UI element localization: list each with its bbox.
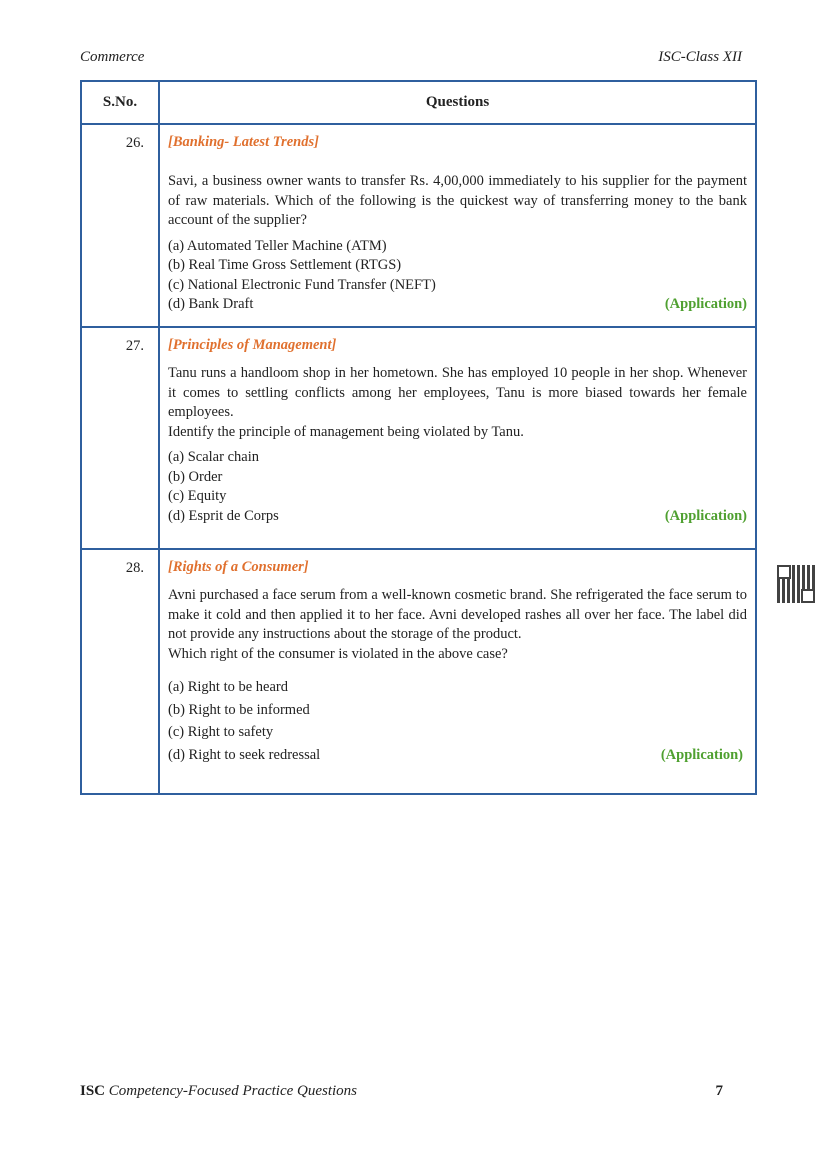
- question-topic: [Rights of a Consumer]: [168, 559, 309, 575]
- serial-number: 26.: [81, 124, 159, 327]
- question-text: Tanu runs a handloom shop in her hometown. She has employed 10 people in her shop. Whenever it comes to settling conflicts among her employees, Tanu is more biased towards her female employees.: [168, 365, 747, 420]
- option-a: (a) Right to be heard: [168, 679, 288, 695]
- option-b: (b) Order: [168, 468, 223, 485]
- table-header-row: [81, 81, 756, 124]
- cognitive-level-tag: (Application): [664, 507, 747, 524]
- question-prompt: Which right of the consumer is violated in the above case?: [168, 645, 508, 662]
- serial-number: 28.: [81, 549, 159, 794]
- table-row: [81, 327, 756, 549]
- question-cell: [159, 327, 756, 549]
- question-topic: [Banking- Latest Trends]: [168, 134, 319, 150]
- questions-table: [80, 80, 757, 795]
- table-row: [81, 124, 756, 327]
- option-b: (b) Right to be informed: [168, 701, 310, 718]
- questions-header: Questions: [159, 81, 756, 124]
- option-d: (d) Esprit de Corps: [168, 507, 279, 524]
- cognitive-level-tag: (Application): [664, 296, 747, 312]
- footer-title: Competency-Focused Practice Questions: [108, 1083, 358, 1099]
- option-a: (a) Automated Teller Machine (ATM): [168, 237, 387, 254]
- serial-number: 27.: [81, 327, 159, 549]
- option-c: (c) Right to safety: [168, 724, 274, 740]
- question-prompt: Identify the principle of management being violated by Tanu.: [168, 423, 524, 440]
- option-c: (c) Equity: [168, 488, 227, 504]
- option-c: (c) National Electronic Fund Transfer (NEFT): [168, 276, 436, 293]
- footer-brand: ISC: [80, 1083, 106, 1099]
- option-a: (a) Scalar chain: [168, 449, 259, 465]
- page-number: 7: [715, 1083, 723, 1099]
- question-cell: [159, 124, 756, 327]
- table-row: [81, 549, 756, 794]
- option-b: (b) Real Time Gross Settlement (RTGS): [168, 257, 402, 273]
- sno-header: S.No.: [81, 81, 159, 124]
- question-topic: [Principles of Management]: [168, 337, 337, 353]
- qr-code-icon: [777, 565, 815, 603]
- question-text: Savi, a business owner wants to transfer Rs. 4,00,000 immediately to his supplier for the payment of raw materials. Which of the following is the quickest way of transferring money to the bank account of the supplier?: [168, 173, 747, 228]
- question-text: Avni purchased a face serum from a well-known cosmetic brand. She refrigerated the face serum to make it cold and then applied it to her face. Avni developed rashes all over her face. The label did not provide any instructions about the storage of the product.: [168, 587, 747, 642]
- class-header: ISC-Class XII: [658, 49, 742, 65]
- page-footer: [80, 1083, 723, 1100]
- question-cell: [159, 549, 756, 794]
- subject-header: Commerce: [80, 49, 145, 65]
- option-d: (d) Bank Draft: [168, 296, 254, 312]
- option-d: (d) Right to seek redressal: [168, 746, 321, 763]
- cognitive-level-tag: (Application): [660, 746, 743, 763]
